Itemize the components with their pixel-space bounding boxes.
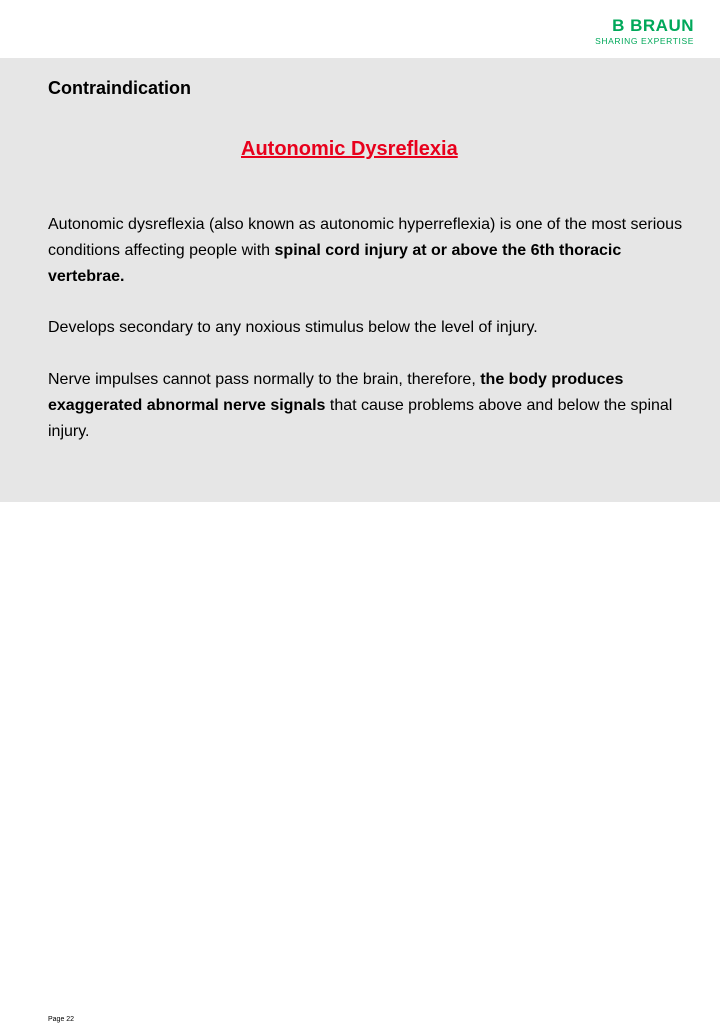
slide-heading: Autonomic Dysreflexia: [241, 138, 458, 160]
paragraph-text: Develops secondary to any noxious stimulus below the level of injury.: [48, 319, 538, 336]
slide-header: [0, 0, 720, 58]
section-title: Contraindication: [48, 78, 191, 98]
paragraph-bold: the body produces exaggerated abnormal nerve signals: [48, 371, 624, 414]
paragraph-text: that cause problems above and below the spinal injury.: [48, 397, 673, 440]
paragraph-text: Nerve impulses cannot pass normally to the brain, therefore,: [48, 371, 481, 388]
bbraun-logo: [595, 17, 694, 46]
paragraph-text: Autonomic dysreflexia (also known as autonomic hyperreflexia) is one of the most serious conditions affecting people with: [48, 216, 683, 259]
logo-wordmark: B BRAUN: [612, 16, 694, 35]
paragraph-cause: [48, 315, 698, 341]
paragraph-bold: spinal cord injury at or above the 6th thoracic vertebrae.: [48, 242, 622, 285]
page-number: Page 22: [48, 1016, 75, 1023]
logo-tagline: SHARING EXPERTISE: [595, 36, 694, 46]
paragraph-mechanism: [48, 367, 698, 445]
slide-footer: [0, 502, 720, 1023]
paragraph-definition: [48, 212, 698, 290]
